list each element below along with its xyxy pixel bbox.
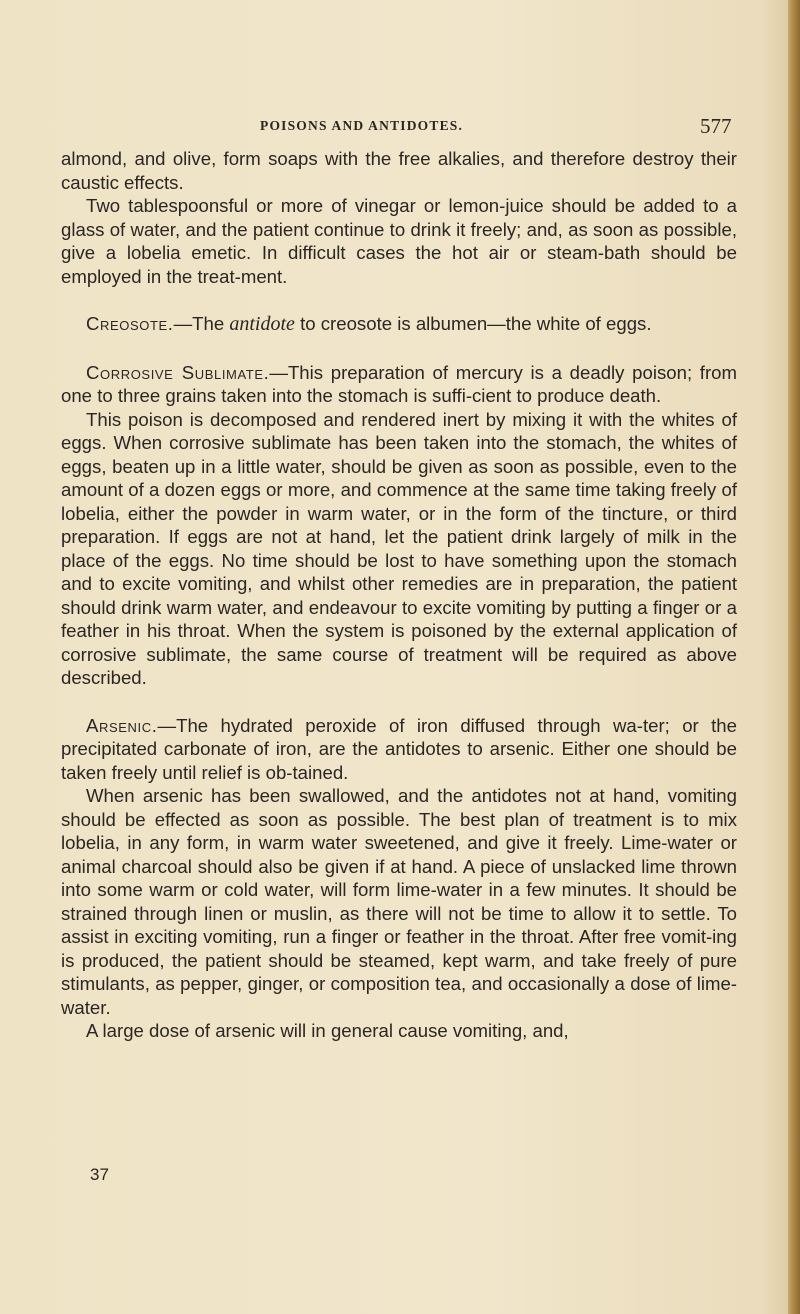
corrosive-text: —This preparation of mercury is a deadly poison; from one to three grains taken into the stomach is suffi-cient to produce death. bbox=[61, 361, 737, 406]
antidote-word: antidote bbox=[229, 313, 295, 335]
heading-arsenic: Arsenic. bbox=[86, 714, 158, 736]
page-number: 577 bbox=[700, 114, 732, 138]
section-creosote bbox=[61, 312, 737, 337]
paragraph-arsenic-treatment: When arsenic has been swallowed, and the antidotes not at hand, vomiting should be effected as soon as possible. The best plan of treatment is to mix lobelia, in any form, in warm water sweetened, and give it freely. Lime-water or animal charcoal should also be given if at hand. A piece of unslacked lime thrown into some warm or cold water, will form lime-water in a few minutes. It should be strained through linen or muslin, as there will not be time to allow it to settle. To assist in exciting vomiting, run a finger or feather in the throat. After free vomit-ing is produced, the patient should be steamed, kept warm, and take freely of pure stimulants, as pepper, ginger, or composition tea, and occasionally a dose of lime-water. bbox=[61, 785, 737, 1018]
section-corrosive-sublimate bbox=[61, 361, 737, 408]
arsenic-text: —The hydrated peroxide of iron diffused through wa-ter; or the precipitated carbonate of iron, are the antidotes to arsenic. Either one should be taken freely until relief is ob-tained. bbox=[61, 714, 737, 783]
running-head: POISONS AND ANTIDOTES. bbox=[260, 118, 464, 133]
page-header bbox=[0, 114, 800, 140]
heading-creosote: Creosote. bbox=[86, 313, 174, 334]
paragraph-vinegar: Two tablespoonsful or more of vinegar or lemon-juice should be added to a glass of water, and the patient continue to drink it freely; and, as soon as possible, give a lobelia emetic. In difficult cases the hot air or steam-bath should be employed in the treat-ment. bbox=[61, 195, 737, 287]
creosote-text-start: —The bbox=[173, 313, 230, 334]
creosote-text-end: to creosote is albumen—the white of eggs. bbox=[294, 313, 652, 334]
page-edge bbox=[788, 0, 800, 1314]
section-arsenic bbox=[61, 714, 737, 785]
page-body bbox=[61, 147, 737, 1043]
paragraph-continuation: almond, and olive, form soaps with the free alkalies, and therefore destroy their caustic effects. bbox=[61, 148, 737, 193]
signature-mark: 37 bbox=[90, 1165, 109, 1184]
heading-corrosive-sublimate: Corrosive Sublimate. bbox=[86, 361, 270, 383]
paragraph-arsenic-large-dose: A large dose of arsenic will in general cause vomiting, and, bbox=[86, 1020, 569, 1041]
paragraph-corrosive-treatment: This poison is decomposed and rendered inert by mixing it with the whites of eggs. When corrosive sublimate has been taken into the stomach, the whites of eggs, beaten up in a little water, should be given as soon as possible, even to the amount of a dozen eggs or more, and commence at the same time taking freely of lobelia, either the powder in warm water, or in the form of the tincture, or third preparation. If eggs are not at hand, let the patient drink largely of milk in the place of the eggs. No time should be lost to have something upon the stomach and to excite vomiting, and whilst other remedies are in preparation, the patient should drink warm water, and endeavour to excite vomiting by putting a finger or a feather in his throat. When the system is poisoned by the external application of corrosive sublimate, the same course of treatment will be required as above described. bbox=[61, 408, 737, 688]
